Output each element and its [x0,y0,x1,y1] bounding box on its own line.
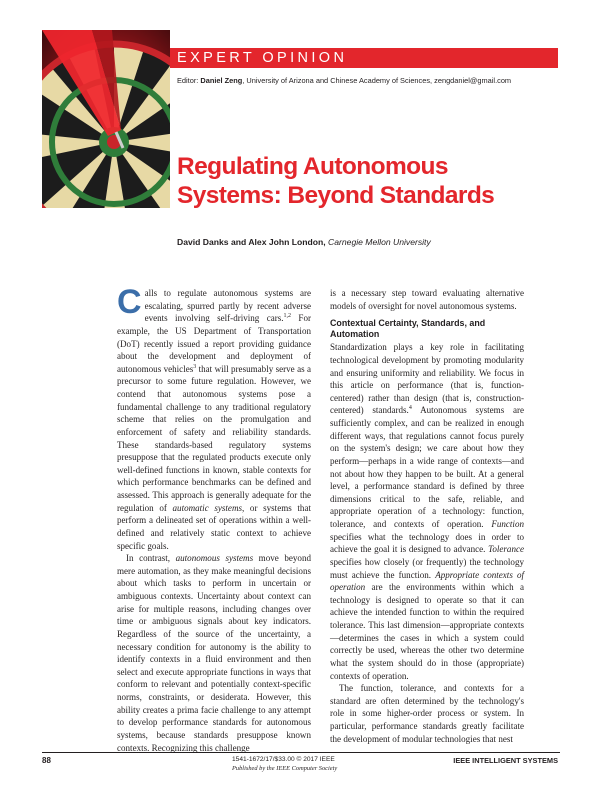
editor-prefix: Editor: [177,76,201,85]
article-title [177,152,557,210]
publisher-line: Published by the IEEE Computer Society [232,765,338,772]
paragraph-continued: is a necessary step toward evaluating alternative models of oversight for novel autonomous systems. [330,288,524,311]
editor-credit [177,76,511,85]
text-run: Standardization plays a key role in facilitating technological development by promoting modularity and ensuring uniformity and reliability. We focus in this article on performance (that is, function-centered) rather than design (that is, construction-centered) standards. [330,342,524,416]
text-run: specifies how closely (or frequently) the technology must achieve the function. [330,556,524,580]
text-run: alls to regulate autonomous systems are escalating, spurred partly by recent adverse events involving self-driving cars. [144,288,311,324]
body-column-left [117,283,311,754]
emphasis: Appropriate contexts of operation [330,569,525,593]
text-run: For example, the US Department of Transportation (DoT) recently issued a report providing guidance about the development and deployment of autonomous vehicles [117,313,311,374]
emphasis: Function [491,519,524,529]
author-affiliation: Carnegie Mellon University [328,237,431,247]
issn-line: 1541-1672/17/$33.00 © 2017 IEEE [232,756,335,763]
paragraph-function-tolerance: The function, tolerance, and contexts for a standard are often determined by the technology's role in some higher-order process or system. In particular, performance standards greatly facilitate the development of modular technologies that nest [330,683,524,744]
text-run: are the environments within which a technology is designed to operate so that it can achieve the intended function to within the required tolerance. This last dimension—appropriate contexts—determines the cases in which a system could correctly be used, whereas the other two determine what the system should do in those (appropriate) contexts of operation. [330,582,524,681]
drop-cap: C [117,283,142,321]
text-run: that will presumably serve as a precursor to some future regulation. However, we contend that autonomous systems pose a fundamental challenge to any traditional regulatory scheme that relies on the promulgation and enforcement of safety and reliability standards. These standards-based regulatory systems presuppose that the regulated products execute only well-defined functions in known, stable contexts for which performance benchmarks can be defined and assessed. This approach is generally adequate for the regulation of [117,363,311,513]
editor-name: Daniel Zeng [200,76,243,85]
text-run: specifies what the technology does in order to achieve the goal it is designed to advance. [330,531,524,555]
paragraph-autonomous-systems [117,552,311,754]
text-run: Autonomous systems are sufficiently complex, and can be realized in enough different ways, that regulations cannot focus purely on the system's design; we care about how they perform—perhaps in a wide range of contexts—and not about how they happen to be built. At a general level, a performance standard is defined by three dimensions critical to the safe, reliable, and appropriate operation of a technology: function, tolerance, and contexts of operation. [330,405,524,529]
section-heading: Contextual Certainty, Standards, and Automation [330,318,486,340]
page-number: 88 [42,756,51,765]
emphasis: autonomous systems [175,553,254,564]
citation-ref: 1,2 [283,313,292,320]
article-authors [177,237,431,247]
footer-rule [42,752,560,753]
body-column-right [330,287,524,745]
title-line-1: Regulating Autonomous [177,153,448,180]
emphasis: automatic systems [172,502,243,513]
text-run: move beyond mere automation, as they make meaningful decisions about which tasks to perform in uncertain or ambiguous contexts. Uncertainty about context can arise for multiple reasons, including changes over time or ambiguous signals about key indicators. Regardless of the source of the uncertainty, a necessary condition for autonomy is the ability to identify contexts in a fluid environment and then select and execute appropriate functions in ways that conform to relevant and potentially context-specific norms, constraints, or desiderata. However, this ability creates a prima facie challenge to any attempt to develop performance standards for autonomous systems, because standards presuppose known contexts. Recognizing this challenge [117,553,311,753]
title-line-2: Systems: Beyond Standards [177,182,495,209]
editor-affiliation: , University of Arizona and Chinese Academy of Sciences, zengdaniel@gmail.com [242,76,512,85]
author-names: David Danks and Alex John London, [177,237,329,247]
section-label: EXPERT OPINION [177,50,348,66]
paragraph-intro [117,283,311,552]
journal-name: IEEE INTELLIGENT SYSTEMS [453,756,558,765]
emphasis: Tolerance [488,544,524,555]
citation-ref: 4 [408,405,412,412]
citation-ref: 3 [193,363,197,370]
paragraph-standardization [330,341,524,682]
cover-dartboard-image [42,30,170,208]
text-run: , or systems that perform a delineated set of operations within a well-defined and relatively static context to achieve specific goals. [117,502,311,551]
dartboard-illustration [42,30,170,208]
text-run: In contrast, [126,553,176,564]
